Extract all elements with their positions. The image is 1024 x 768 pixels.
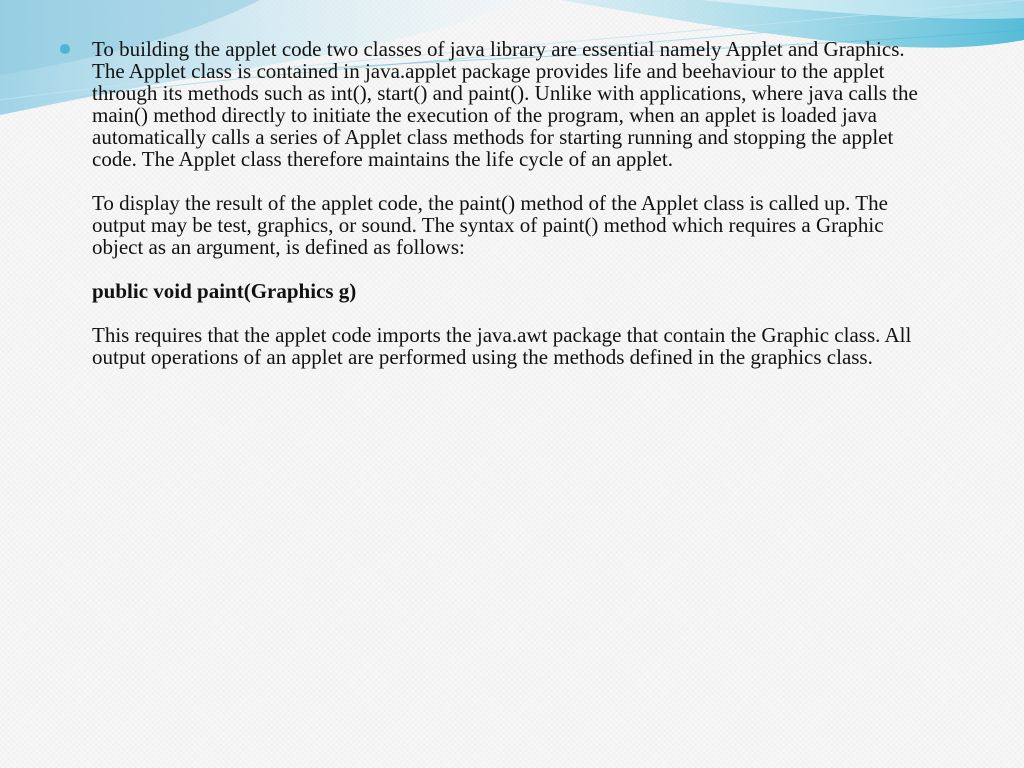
code-signature: public void paint(Graphics g) <box>92 279 357 303</box>
paragraph-java-awt: This requires that the applet code imports the java.awt package that contain the Graphic class. All output operations of an applet are performed using the methods defined in the graphics class. <box>92 323 912 369</box>
bullet-icon <box>60 44 70 54</box>
paragraph-paint-method: To display the result of the applet code, the paint() method of the Applet class is called up. The output may be test, graphics, or sound. The syntax of paint() method which requires a Graphic object as an argument, is defined as follows: <box>92 191 888 259</box>
paragraph-applet-classes: To building the applet code two classes of java library are essential namely Applet and Graphics. The Applet class is contained in java.applet package provides life and beehaviour to the applet through its methods such as int(), start() and paint(). Unlike with applications, where java calls the main() method directly to initiate the execution of the program, when an applet is loaded java automatically calls a series of Applet class methods for starting running and stopping the applet code. The Applet class therefore maintains the life cycle of an applet. <box>92 37 918 171</box>
slide-body <box>92 38 927 368</box>
